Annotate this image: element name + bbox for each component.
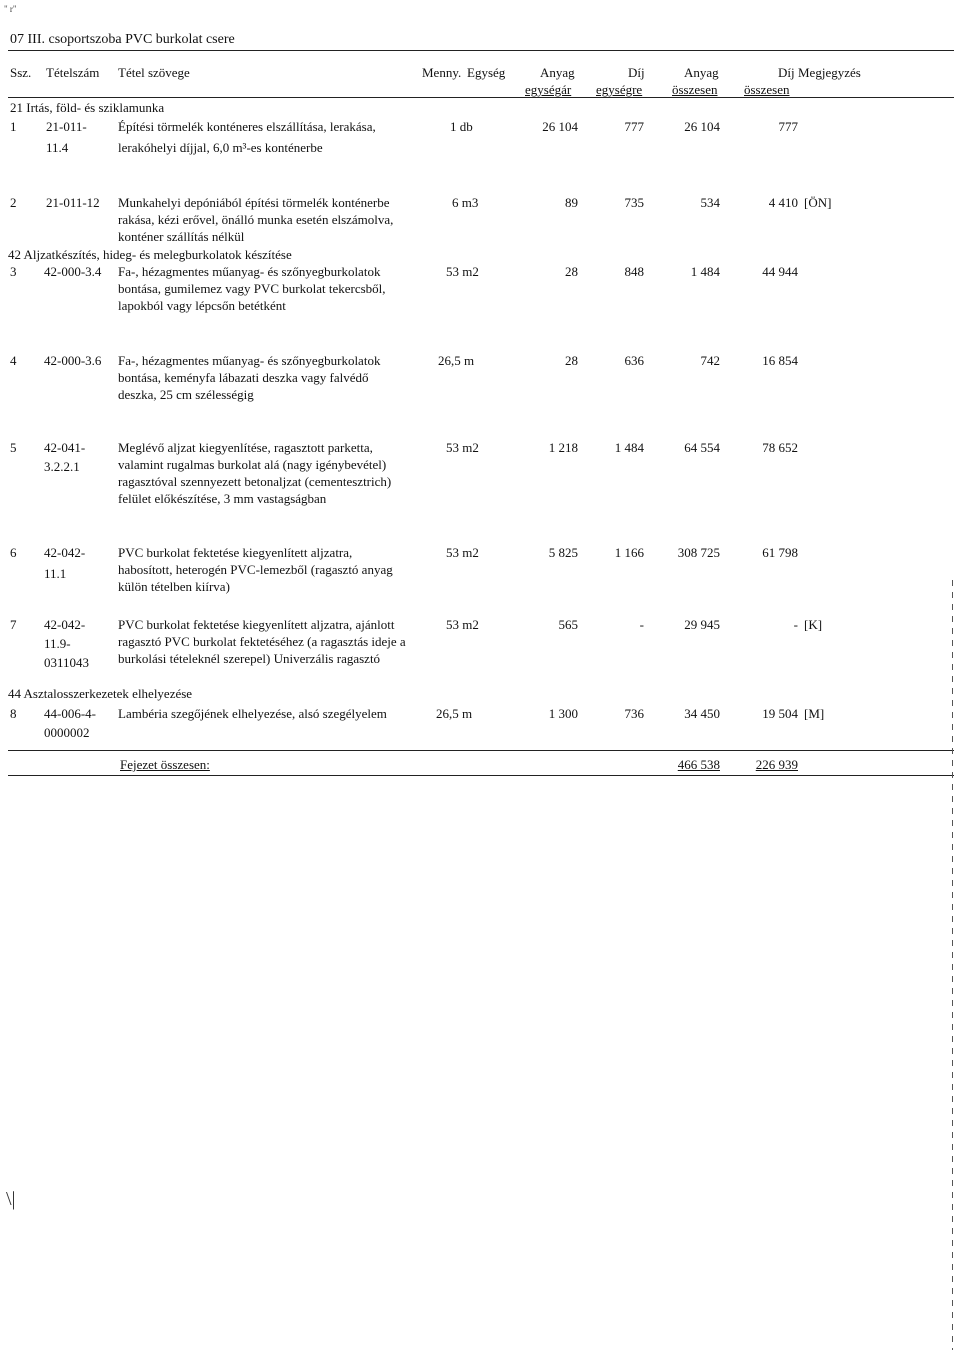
- row-quantity: 53 m2: [446, 440, 479, 455]
- corner-marks: " r": [4, 4, 17, 14]
- row-note: [M]: [804, 706, 825, 721]
- row-anyag-osszesen: 742: [700, 353, 720, 368]
- row-quantity: 53 m2: [446, 617, 479, 632]
- row-dij-egysegre: 1 166: [614, 545, 644, 560]
- total-rule-top: [8, 750, 954, 751]
- row-code-cont: 11.4: [46, 140, 69, 155]
- row-anyag-egysegar: 89: [565, 195, 578, 210]
- row-ssz: 5: [10, 440, 17, 455]
- row-ssz: 4: [10, 353, 17, 368]
- row-ssz: 3: [10, 264, 17, 279]
- row-dij-osszesen: 777: [778, 119, 798, 134]
- row-dij-egysegre: 736: [624, 706, 644, 721]
- total-anyag: 466 538: [677, 757, 720, 772]
- row-quantity: 6 m3: [452, 195, 479, 210]
- header-egyseg: Egység: [467, 65, 506, 80]
- row-anyag-egysegar: 5 825: [548, 545, 578, 560]
- row-code-cont: 11.9-: [44, 636, 71, 651]
- header-anyag-osszesen-2: összesen: [672, 82, 718, 97]
- row-code: 42-000-3.6: [44, 353, 102, 368]
- header-tetel-szovege: Tétel szövege: [118, 65, 190, 80]
- header-anyag-egysegar-2: egységár: [525, 82, 572, 97]
- row-quantity: 26,5 m: [438, 353, 475, 368]
- row-ssz: 7: [10, 617, 17, 632]
- row-dij-osszesen: 78 652: [762, 440, 798, 455]
- row-anyag-egysegar: 28: [565, 353, 578, 368]
- total-dij: 226 939: [755, 757, 798, 772]
- row-description: Fa-, hézagmentes műanyag- és szőnyegburkolatok bontása, gumilemez vagy PVC burkolat tekercsből, lapokból vagy lépcsőn betétként: [118, 264, 386, 313]
- header-dij-egysegre-2: egységre: [596, 82, 643, 97]
- header-dij-egysegre: Díj: [628, 65, 645, 80]
- row-dij-osszesen: 19 504: [762, 706, 798, 721]
- row-description: Fa-, hézagmentes műanyag- és szőnyegburkolatok bontása, keményfa lábazati deszka vagy falvédő deszka, 25 cm szélességig: [118, 353, 381, 402]
- header-tetelszam: Tételszám: [46, 65, 100, 80]
- row-ssz: 1: [10, 119, 17, 134]
- row-code-cont: 3.2.2.1: [44, 459, 80, 474]
- header-menny: Menny.: [422, 65, 462, 80]
- row-dij-egysegre: 1 484: [614, 440, 644, 455]
- row-dij-egysegre: 636: [624, 353, 644, 368]
- row-description: Lambéria szegőjének elhelyezése, alsó szegélyelem: [118, 706, 387, 721]
- row-code: 42-042-: [44, 545, 86, 560]
- row-anyag-egysegar: 1 300: [548, 706, 578, 721]
- section-21: 21 Irtás, föld- és sziklamunka: [10, 100, 165, 115]
- row-description: Építési törmelék konténeres elszállítása, lerakása,: [118, 119, 376, 134]
- row-anyag-osszesen: 34 450: [684, 706, 720, 721]
- row-dij-egysegre: 777: [624, 119, 644, 134]
- row-dij-osszesen: 4 410: [768, 195, 798, 210]
- row-anyag-egysegar: 28: [565, 264, 578, 279]
- row-code: 44-006-4-: [44, 706, 96, 721]
- row-dij-osszesen: 16 854: [762, 353, 798, 368]
- row-dij-osszesen: 44 944: [762, 264, 798, 279]
- total-rule-bottom: [8, 775, 954, 776]
- header-rule: [8, 97, 954, 98]
- row-anyag-osszesen: 64 554: [684, 440, 720, 455]
- header-ssz: Ssz.: [10, 65, 32, 80]
- row-code: 42-000-3.4: [44, 264, 102, 279]
- row-description-cont: lerakóhelyi díjjal, 6,0 m³-es konténerbe: [118, 140, 323, 155]
- row-code-cont: 11.1: [44, 566, 67, 581]
- row-anyag-osszesen: 534: [700, 195, 720, 210]
- row-quantity: 53 m2: [446, 545, 479, 560]
- row-anyag-osszesen: 1 484: [690, 264, 720, 279]
- row-ssz: 2: [10, 195, 17, 210]
- row-dij-osszesen: -: [793, 617, 798, 632]
- row-anyag-osszesen: 308 725: [677, 545, 720, 560]
- row-anyag-egysegar: 1 218: [548, 440, 578, 455]
- header-dij-osszesen-2: összesen: [744, 82, 790, 97]
- row-note: [K]: [804, 617, 823, 632]
- row-note: [ÖN]: [804, 195, 832, 210]
- scan-edge: [952, 580, 953, 1350]
- row-code-cont2: 0311043: [44, 655, 90, 670]
- row-anyag-osszesen: 29 945: [684, 617, 720, 632]
- header-dij-osszesen: Díj: [778, 65, 795, 80]
- row-description: Meglévő aljzat kiegyenlítése, ragasztott parketta, valamint rugalmas burkolat alá (nagy igénybevétel) ragasztóval szennyezett betonaljzat (cementesztrich) felület előkészítése, 3 mm vastagságban: [118, 440, 392, 506]
- row-code: 21-011-: [46, 119, 87, 134]
- row-description: PVC burkolat fektetése kiegyenlített aljzatra, ajánlott ragasztó PVC burkolat fektetéséhez (a ragasztás ideje a burkolási tételeknél szerepel) Univerzális ragasztó: [118, 617, 406, 666]
- row-code: 42-042-: [44, 617, 86, 632]
- row-dij-egysegre: -: [639, 617, 644, 632]
- row-anyag-egysegar: 26 104: [542, 119, 578, 134]
- row-quantity: 26,5 m: [436, 706, 473, 721]
- row-code-cont: 0000002: [44, 725, 90, 740]
- chapter-title: 07 III. csoportszoba PVC burkolat csere: [10, 32, 235, 47]
- row-ssz: 6: [10, 545, 17, 560]
- header-anyag-osszesen: Anyag: [684, 65, 719, 80]
- row-dij-egysegre: 848: [624, 264, 644, 279]
- header-megjegyzes: Megjegyzés: [798, 65, 861, 80]
- row-quantity: 53 m2: [446, 264, 479, 279]
- row-anyag-egysegar: 565: [558, 617, 578, 632]
- row-description: PVC burkolat fektetése kiegyenlített aljzatra, habosított, heterogén PVC-lemezből (ragasztó anyag külön tételben kiírva): [118, 545, 393, 594]
- row-code: 21-011-12: [46, 195, 100, 210]
- title-rule: [8, 50, 954, 51]
- section-44: 44 Asztalosszerkezetek elhelyezése: [8, 686, 193, 701]
- row-dij-egysegre: 735: [624, 195, 644, 210]
- row-description: Munkahelyi depóniából építési törmelék konténerbe rakása, kézi erővel, önálló munka esetén elszámolva, konténer szállítás nélkül: [118, 195, 394, 244]
- row-anyag-osszesen: 26 104: [684, 119, 720, 134]
- row-code: 42-041-: [44, 440, 86, 455]
- section-42: 42 Aljzatkészítés, hideg- és melegburkolatok készítése: [8, 247, 292, 262]
- row-quantity: 1 db: [450, 119, 473, 134]
- margin-glyph: \|: [6, 1188, 16, 1210]
- header-anyag-egysegar: Anyag: [540, 65, 575, 80]
- row-ssz: 8: [10, 706, 17, 721]
- total-label: Fejezet összesen:: [120, 757, 210, 772]
- row-dij-osszesen: 61 798: [762, 545, 798, 560]
